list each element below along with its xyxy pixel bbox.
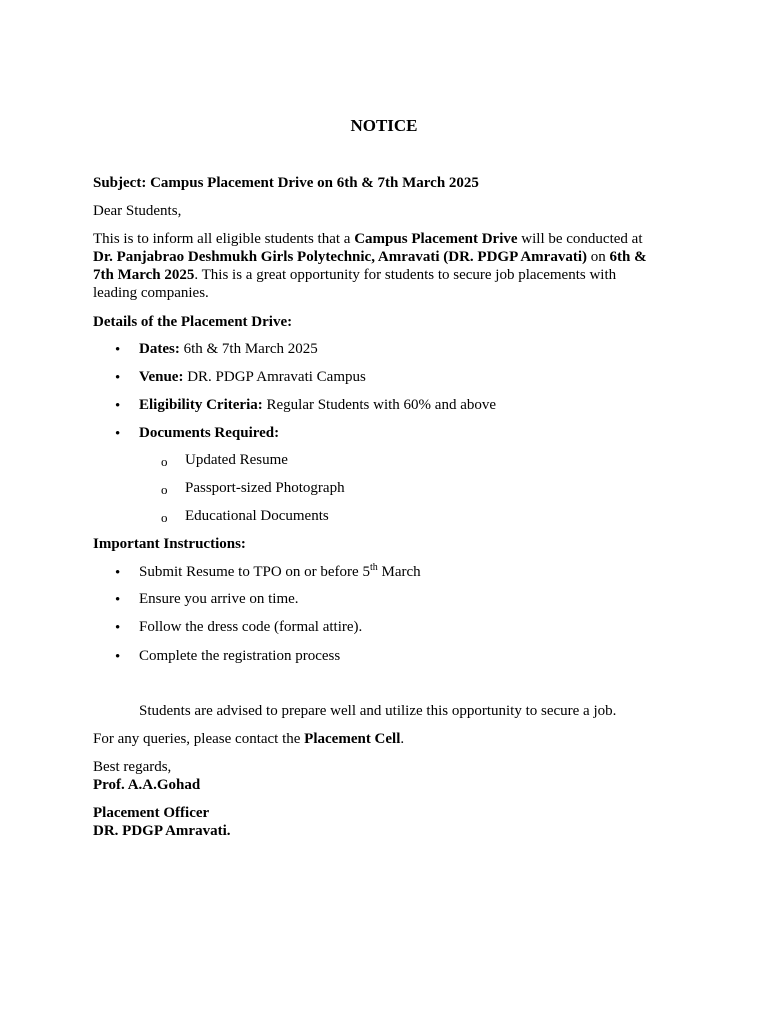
institution-name: Dr. Panjabrao Deshmukh Girls Polytechnic, Amravati (DR. PDGP Amravati): [93, 249, 587, 265]
detail-venue: [139, 368, 366, 386]
bullet-icon: •: [115, 649, 121, 665]
signatory-designation: Placement Officer: [93, 805, 210, 821]
document-item: Passport-sized Photograph: [185, 480, 345, 496]
subject-line: Subject: Campus Placement Drive on 6th & 7th March 2025: [93, 175, 479, 191]
detail-value: DR. PDGP Amravati Campus: [183, 369, 366, 385]
notice-title: NOTICE: [350, 116, 418, 135]
intro-text: on: [587, 249, 610, 265]
bullet-icon: •: [115, 592, 121, 608]
detail-label: Eligibility Criteria:: [139, 397, 263, 413]
intro-text: will be conducted at: [517, 231, 643, 247]
detail-label: Dates:: [139, 341, 180, 357]
document-item: Updated Resume: [185, 452, 288, 468]
bullet-icon: •: [115, 370, 121, 386]
instruction-item: Ensure you arrive on time.: [139, 591, 299, 607]
sub-bullet-icon: o: [161, 510, 168, 525]
detail-value: Regular Students with 60% and above: [262, 397, 497, 413]
detail-value: 6th & 7th March 2025: [179, 341, 318, 357]
intro-line-2: [93, 248, 647, 266]
signatory-institution: DR. PDGP Amravati.: [93, 823, 231, 839]
intro-emphasis: Campus Placement Drive: [354, 231, 518, 247]
advice-paragraph: Students are advised to prepare well and utilize this opportunity to secure a job.: [139, 703, 617, 719]
queries-text: .: [400, 731, 405, 747]
detail-eligibility: [139, 396, 496, 414]
intro-line-4: leading companies.: [93, 285, 209, 301]
ordinal-suffix: th: [369, 562, 378, 573]
bullet-icon: •: [115, 620, 121, 636]
closing: Best regards,: [93, 759, 172, 775]
placement-cell: Placement Cell: [304, 731, 401, 747]
instruction-item: Follow the dress code (formal attire).: [139, 619, 363, 635]
document-item: Educational Documents: [185, 508, 329, 524]
instructions-heading: Important Instructions:: [93, 536, 246, 552]
detail-label: Venue:: [139, 369, 184, 385]
intro-emphasis: 7th March 2025: [93, 267, 195, 283]
instruction-text: March: [377, 564, 421, 580]
intro-line-3: [93, 266, 616, 284]
bullet-icon: •: [115, 398, 121, 414]
intro-text: . This is a great opportunity for students to secure job placements with: [194, 267, 617, 283]
sub-bullet-icon: o: [161, 482, 168, 497]
bullet-icon: •: [115, 426, 121, 442]
detail-dates: [139, 340, 318, 358]
instruction-item: Complete the registration process: [139, 648, 341, 664]
queries-text: For any queries, please contact the: [93, 731, 305, 747]
sub-bullet-icon: o: [161, 454, 168, 469]
intro-emphasis: 6th &: [609, 249, 647, 265]
intro-line-1: [93, 230, 643, 248]
signatory-name: Prof. A.A.Gohad: [93, 777, 201, 793]
details-heading: Details of the Placement Drive:: [93, 314, 293, 330]
instruction-item: [139, 563, 421, 581]
instruction-text: Submit Resume to TPO on or before 5: [139, 564, 370, 580]
detail-documents-label: Documents Required:: [139, 425, 280, 441]
queries-line: [93, 730, 404, 748]
bullet-icon: •: [115, 565, 121, 581]
intro-text: This is to inform all eligible students that a: [93, 231, 355, 247]
greeting: Dear Students,: [93, 203, 182, 219]
bullet-icon: •: [115, 342, 121, 358]
